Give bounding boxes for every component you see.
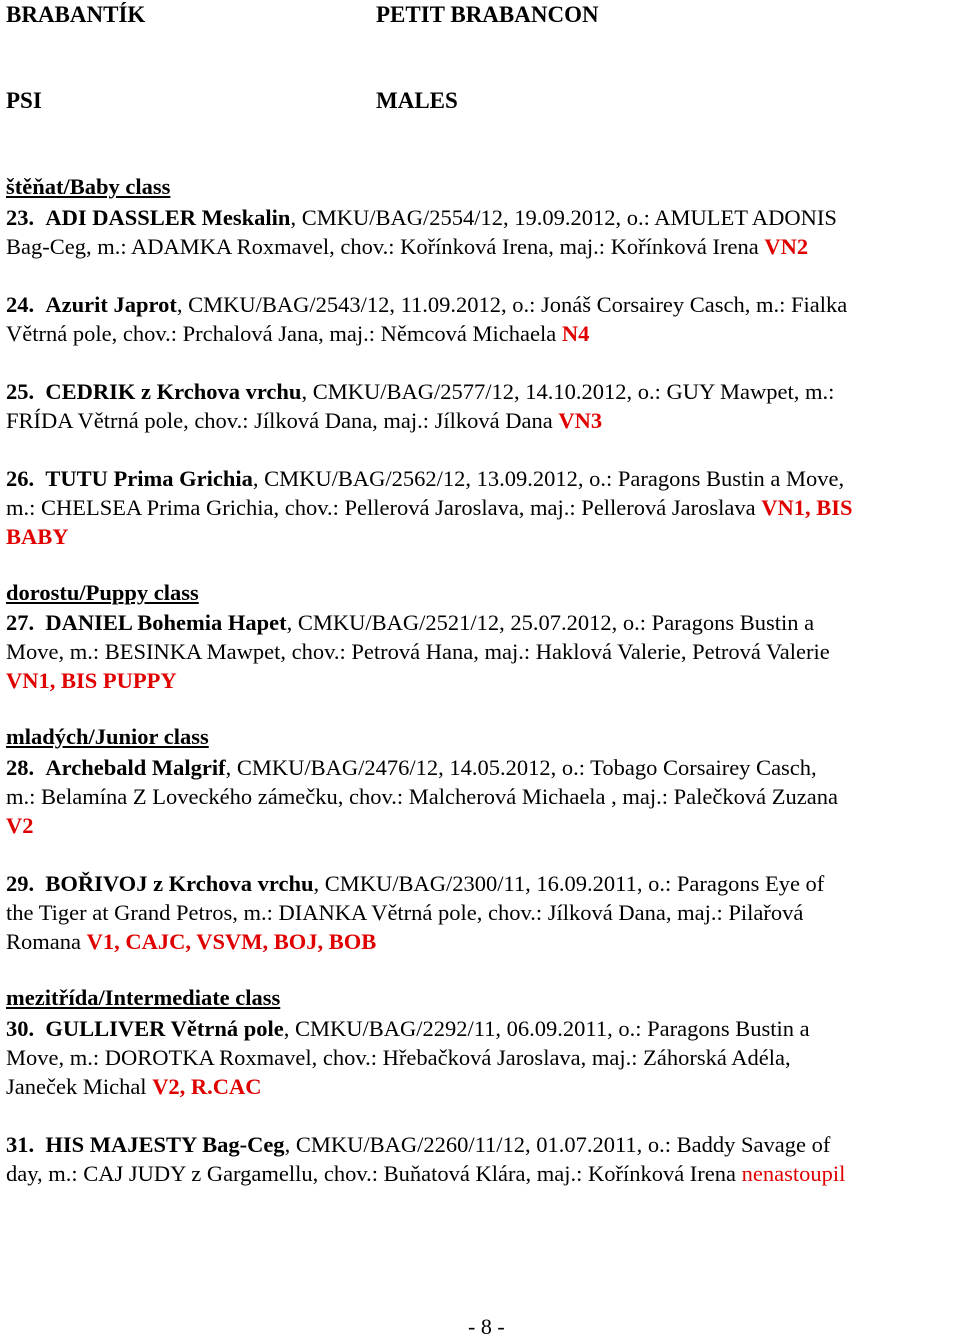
entry-details: , CMKU/BAG/2554/12, 19.09.2012, o.: AMULET ADONIS: [290, 205, 837, 230]
award: V2: [6, 813, 34, 838]
entry-details: m.: Belamína Z Loveckého zámečku, chov.: Malcherová Michaela , maj.: Palečková Zuzana: [6, 784, 838, 809]
dog-name: CEDRIK z Krchova vrchu: [45, 379, 302, 404]
dog-name: HIS MAJESTY Bag-Ceg: [45, 1132, 285, 1157]
entry-24: [6, 290, 956, 348]
entry-details: Move, m.: DOROTKA Roxmavel, chov.: Hřebačková Jaroslava, maj.: Záhorská Adéla,: [6, 1045, 791, 1070]
entry-details: , CMKU/BAG/2521/12, 25.07.2012, o.: Paragons Bustin a: [286, 610, 815, 635]
entry-details: , CMKU/BAG/2562/12, 13.09.2012, o.: Paragons Bustin a Move,: [252, 466, 845, 491]
entry-30: [6, 1014, 956, 1101]
entry-number: 23.: [6, 205, 35, 230]
dog-name: GULLIVER Větrná pole: [45, 1016, 284, 1041]
entry-details: Janeček Michal: [6, 1074, 153, 1099]
class-title-junior: mladých/Junior class: [6, 724, 209, 749]
entry-details: , CMKU/BAG/2543/12, 11.09.2012, o.: Jonáš Corsairey Casch, m.: Fialka: [176, 292, 848, 317]
dog-name: TUTU Prima Grichia: [45, 466, 253, 491]
entry-25: [6, 377, 956, 435]
class-title-puppy: dorostu/Puppy class: [6, 580, 199, 605]
header-right-title: PETIT BRABANCON: [376, 2, 599, 27]
entry-number: 31.: [6, 1132, 35, 1157]
class-title-intermediate: mezitřída/Intermediate class: [6, 985, 281, 1010]
entry-23: [6, 203, 956, 261]
award: V1, CAJC, VSVM, BOJ, BOB: [86, 929, 377, 954]
entry-28: [6, 753, 956, 840]
dog-name: Azurit Japrot: [45, 292, 177, 317]
header-left-title: BRABANTÍK: [6, 2, 146, 27]
entry-details: , CMKU/BAG/2577/12, 14.10.2012, o.: GUY Mawpet, m.:: [301, 379, 835, 404]
entry-29: [6, 869, 956, 956]
entry-number: 26.: [6, 466, 35, 491]
entry-details: , CMKU/BAG/2292/11, 06.09.2011, o.: Paragons Bustin a: [283, 1016, 810, 1041]
page-number: - 8 -: [468, 1314, 505, 1339]
award: VN3: [558, 408, 603, 433]
entry-details: Romana: [6, 929, 87, 954]
award: nenastoupil: [741, 1161, 846, 1186]
entry-number: 27.: [6, 610, 35, 635]
entry-number: 30.: [6, 1016, 35, 1041]
dog-name: BOŘIVOJ z Krchova vrchu: [45, 871, 314, 896]
document-page: [6, 0, 960, 1338]
entry-number: 29.: [6, 871, 35, 896]
entry-details: Move, m.: BESINKA Mawpet, chov.: Petrová Hana, maj.: Haklová Valerie, Petrová Valerie: [6, 639, 830, 664]
entry-details: FRÍDA Větrná pole, chov.: Jílková Dana, maj.: Jílková Dana: [6, 408, 559, 433]
entry-31: [6, 1130, 956, 1188]
award-continued: BABY: [6, 524, 69, 549]
entry-details: Větrná pole, chov.: Prchalová Jana, maj.: Němcová Michaela: [6, 321, 562, 346]
award: VN1, BIS: [761, 495, 853, 520]
dog-name: Archebald Malgrif: [45, 755, 226, 780]
header-left-subtitle: PSI: [6, 88, 42, 113]
entry-details: , CMKU/BAG/2260/11/12, 01.07.2011, o.: Baddy Savage of: [284, 1132, 831, 1157]
entry-number: 24.: [6, 292, 35, 317]
entry-details: m.: CHELSEA Prima Grichia, chov.: Pellerová Jaroslava, maj.: Pellerová Jaroslava: [6, 495, 762, 520]
entry-27: [6, 608, 956, 695]
award: V2, R.CAC: [152, 1074, 262, 1099]
award: VN2: [764, 234, 809, 259]
header-right-subtitle: MALES: [376, 88, 458, 113]
entry-details: , CMKU/BAG/2300/11, 16.09.2011, o.: Paragons Eye of: [313, 871, 825, 896]
dog-name: ADI DASSLER Meskalin: [45, 205, 291, 230]
award: VN1, BIS PUPPY: [6, 668, 177, 693]
entry-number: 28.: [6, 755, 35, 780]
entry-details: day, m.: CAJ JUDY z Gargamellu, chov.: Buňatová Klára, maj.: Kořínková Irena: [6, 1161, 742, 1186]
entry-details: , CMKU/BAG/2476/12, 14.05.2012, o.: Tobago Corsairey Casch,: [225, 755, 817, 780]
entry-number: 25.: [6, 379, 35, 404]
entry-details: the Tiger at Grand Petros, m.: DIANKA Větrná pole, chov.: Jílková Dana, maj.: Pilařová: [6, 900, 804, 925]
class-title-baby: štěňat/Baby class: [6, 174, 171, 199]
entry-details: Bag-Ceg, m.: ADAMKA Roxmavel, chov.: Kořínková Irena, maj.: Kořínková Irena: [6, 234, 765, 259]
award: N4: [561, 321, 590, 346]
dog-name: DANIEL Bohemia Hapet: [45, 610, 287, 635]
entry-26: [6, 464, 956, 551]
